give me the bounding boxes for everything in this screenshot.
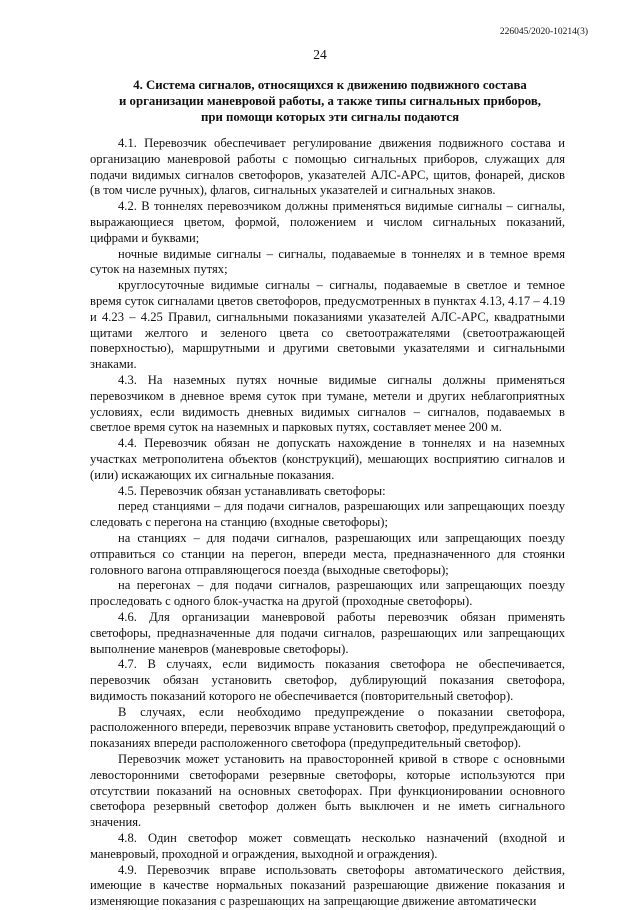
heading-line-2: и организации маневровой работы, а также типы сигнальных приборов,	[118, 94, 541, 108]
document-id: 226045/2020-10214(3)	[499, 27, 588, 37]
document-body	[90, 136, 565, 910]
paragraph-exit-signals: на станциях – для подачи сигналов, разрешающих или запрещающих поезду отправиться со станции на перегон, впереди места, предназначенного для стоянки головного вагона отправляющегося поезда (выходные светофоры);	[90, 530, 565, 577]
heading-line-3: при помощи которых эти сигналы подаются	[200, 110, 459, 124]
paragraph-round-clock-signals: круглосуточные видимые сигналы – сигналы, подаваемые в светлое и темное время суток сигналами цветов светофоров, предусмотренных в пунктах 4.13, 4.17 – 4.19 и 4.23 – 4.25 Правил, сигнальными показаниями указателей АЛС-АРС, квадратными щитами желтого и зеленого цвета со светоотражателями (светоотражающей поверхностью), маршрутными и другими световыми указателями и сигнальными знаками.	[90, 278, 565, 372]
paragraph-4-8: 4.8. Один светофор может совмещать несколько назначений (входной и маневровый, проходной и ограждения, выходной и ограждения).	[90, 831, 565, 861]
page-number: 24	[313, 47, 327, 62]
paragraph-4-2: 4.2. В тоннелях перевозчиком должны применяться видимые сигналы – сигналы, выражающиеся цветом, формой, положением и числом сигнальных показаний, цифрами и буквами;	[90, 199, 565, 245]
paragraph-4-1: 4.1. Перевозчик обеспечивает регулирование движения подвижного состава и организацию маневровой работы с помощью сигнальных приборов, служащих для подачи видимых сигналов светофоров, указателей АЛС-АРС, щитов, фонарей, дисков (в том числе ручных), флагов, сигнальных указателей и сигнальных знаков.	[90, 136, 565, 198]
paragraph-entry-signals: перед станциями – для подачи сигналов, разрешающих или запрещающих поезду следовать с перегона на станцию (входные светофоры);	[90, 499, 565, 530]
paragraph-4-9: 4.9. Перевозчик вправе использовать светофоры автоматического действия, имеющие в качестве нормальных показаний разрешающие движение показания и изменяющие показания с разрешающих на запрещающие движение автоматически	[90, 862, 565, 909]
paragraph-4-3: 4.3. На наземных путях ночные видимые сигналы должны применяться перевозчиком в дневное время суток при тумане, метели и других неблагоприятных условиях, если видимость дневных видимых сигналов – сигналов, подаваемых в светлое время суток на наземных и парковых путях, составляет менее 200 м.	[90, 372, 565, 435]
paragraph-block-signals: на перегонах – для подачи сигналов, разрешающих или запрещающих поезду проследовать с одного блок-участка на другой (проходные светофоры).	[90, 578, 565, 609]
section-heading	[90, 77, 570, 125]
paragraph-reserve-signal: Перевозчик может установить на правосторонней кривой в створе с основными левосторонними светофорами резервные светофоры, которые используются при отсутствии показаний на основных светофорах. При функционировании основного светофора резервный светофор должен быть выключен и не иметь сигнального значения.	[90, 752, 565, 830]
paragraph-warning-signal: В случаях, если необходимо предупреждение о показании светофора, расположенного впереди, перевозчик вправе установить светофор, предупреждающий о показаниях впереди расположенного светофора (предупредительный светофор).	[90, 704, 565, 751]
paragraph-night-signals: ночные видимые сигналы – сигналы, подаваемые в тоннелях и в темное время суток на наземных путях;	[90, 246, 565, 277]
heading-line-1: 4. Система сигналов, относящихся к движению подвижного состава	[133, 78, 527, 92]
paragraph-4-4: 4.4. Перевозчик обязан не допускать нахождение в тоннелях и на наземных участках метрополитена объектов (конструкций), мешающих восприятию сигналов и (или) искажающих их сигнальные показания.	[90, 436, 565, 482]
paragraph-4-6: 4.6. Для организации маневровой работы перевозчик обязан применять светофоры, предназначенные для подачи сигналов, разрешающих или запрещающих выполнение маневров (маневровые светофоры).	[90, 609, 565, 656]
paragraph-4-7: 4.7. В случаях, если видимость показания светофора не обеспечивается, перевозчик обязан установить светофор, дублирующий показания светофора, видимость показаний которого не обеспечивается (повторительный светофор).	[90, 657, 565, 703]
paragraph-4-5: 4.5. Перевозчик обязан устанавливать светофоры:	[118, 483, 386, 498]
